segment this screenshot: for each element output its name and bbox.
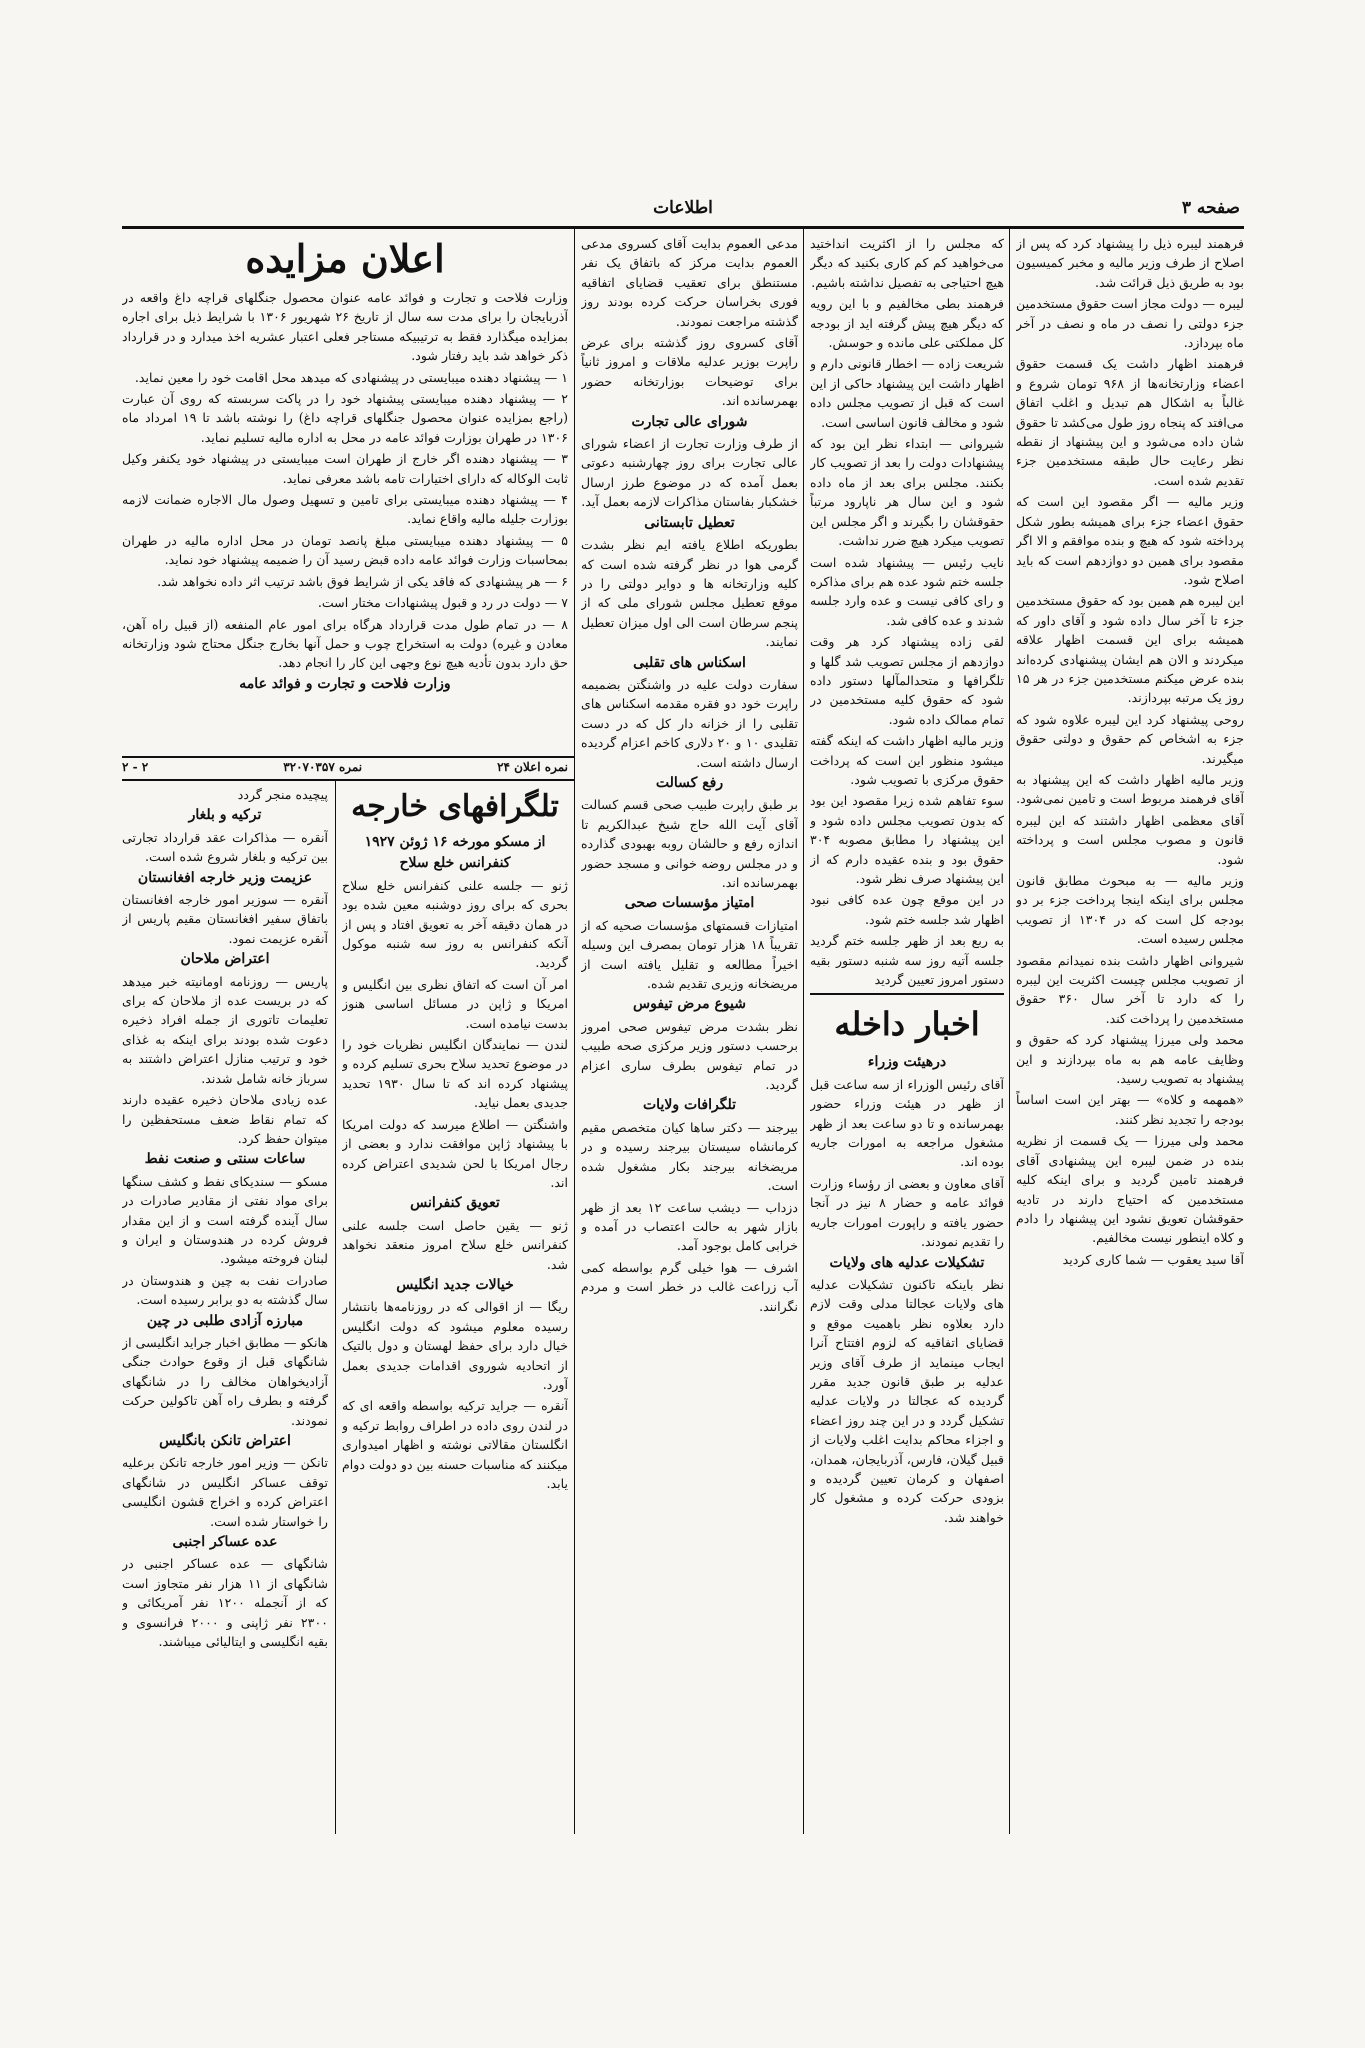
paragraph: وزیر مالیه — اگر مقصود این است که حقوق اعضاء جزء برای همیشه بطور شکل پرداخته شود که هیچ و بنده موافقم و الا اگر مقصود برای همین دو دوازدهم است که باید اصلاح شود. <box>1016 494 1244 587</box>
paragraph: امتیازات قسمتهای مؤسسات صحیه که از تقریباً ۱۸ هزار تومان بمصرف این وسیله اخیراً مطالعه و تقلیل یافته است از مریضخانه وزیری تقدیم شده. <box>581 917 798 992</box>
newspaper-name: اطلاعات <box>653 198 713 218</box>
paragraph: این لیبره هم همین بود که حقوق مستخدمین جزء تا آخر سال داده شود و آقای داور که همیشه برای این قسمت اظهار علاقه میکردند و الان هم ایشان پیشنهادی کرده‌اند بنده عرض میکنم مستخدمین جزء در هر ۱۵ روز یک مرتبه بپردازند. <box>1016 593 1244 706</box>
section-heading: مبارزه آزادی طلبی در چین <box>146 1312 304 1329</box>
section-heading: رفع کسالت <box>655 774 724 791</box>
section-heading: کنفرانس خلع سلاح <box>399 855 511 872</box>
paragraph: در این موقع چون عده کافی نبود اظهار شد جلسه ختم شود. <box>810 892 1004 927</box>
paragraph: «همهمه و کلاه» — بهتر این است اساساً بودجه را تجدید نظر کنند. <box>1016 1092 1244 1127</box>
notice-number-strip <box>122 760 568 774</box>
paragraph: بیرجند — دکتر ساها کیان متخصص مقیم کرمانشاه سیستان بیرجند رسیده و در مریضخانه بیرجند بکار مشغول شده است. <box>581 1119 798 1194</box>
paragraph: ژنو — یقین حاصل است جلسه علنی کنفرانس خلع سلاح امروز منعقد نخواهد شد. <box>342 1217 568 1272</box>
paragraph: مدعی العموم بدایت آقای کسروی مدعی العموم بدایت مرکز که باتفاق یک نفر مستنطق برای تعقیب قضایای اتفاقیه فوری بخراسان حرکت کرده بودند روز گذشته مراجعت نمودند. <box>581 236 798 329</box>
section-heading: تعویق کنفرانس <box>410 1195 500 1212</box>
paragraph: لیبره — دولت مجاز است حقوق مستخدمین جزء دولتی را نصف در ماه و نصف در آخر ماه بپردازد. <box>1016 296 1244 351</box>
section-heading: خیالات جدید انگلیس <box>396 1276 514 1293</box>
section-heading: ساعات سنتی و صنعت نفط <box>144 1151 306 1168</box>
issue-count: ۲ - ۲ <box>122 760 149 774</box>
paragraph: فرهمند اظهار داشت یک قسمت حقوق اعضاء وزارتخانه‌ها از ۹۶۸ تومان شروع و غالباً به اشکال هم تبدیل و اغلب اتفاق می‌افتد که پنجاه روز طول می‌کشد تا حقوق شان داده می‌شود و این پیشنهاد از نقطه نظر رعایت حال طبقه مستخدمین جزء تقدیم شده است. <box>1016 356 1244 488</box>
paragraph: امر آن است که اتفاق نظری بین انگلیس و امریکا و ژاپن در مسائل اساسی هنوز بدست نیامده است. <box>342 976 568 1031</box>
paragraph: وزارت فلاحت و تجارت و فوائد عامه عنوان محصول جنگلهای قراچه داغ واقعه در آذربایجان را برای مدت سه سال از تاریخ ۲۶ شهریور ۱۳۰۶ با شرایط ذیل برای اجاره بمزایده میگذارد فقط به ترتیبیکه مستاجر فعلی اعتبار عشریه اخذ میدارد و در قرارداد ذکر خواهد شد باید رفتار شود. <box>122 290 568 364</box>
paragraph: هانکو — مطابق اخبار جراید انگلیسی از شانگهای قبل از وقوع حوادث جنگی آزادیخواهان مخالف را در شانگهای گرفته و بطرف راه آهن تاکولین حرکت نمودند. <box>122 1334 328 1428</box>
paragraph: آقای رئیس الوزراء از سه ساعت قبل از ظهر در هیئت وزراء حضور بهمرسانده و تا دو ساعت بعد از ظهر مشغول مراجعه به امورات جاریه بوده اند. <box>810 1076 1004 1170</box>
header-rule <box>122 226 1244 229</box>
section-heading: اسکناس های تقلبی <box>633 654 746 671</box>
section-heading: تلگرافات ولایات <box>643 1097 736 1114</box>
paragraph: وزیر مالیه اظهار داشت که این پیشنهاد به آقای فرهمند مربوط است و تامین نمی‌شود. <box>1016 771 1244 807</box>
paragraph: صادرات نفت به چین و هندوستان در سال گذشته به دو برابر رسیده است. <box>122 1272 328 1308</box>
paragraph: شریعت زاده — اخطار قانونی دارم و اظهار داشت این پیشنهاد حاکی از این است که قبل از تصویب مجلس داده شود و مخالف قانون اساسی است. <box>810 356 1004 430</box>
paragraph: فرهمند بطی مخالفیم و با این رویه که دیگر هیچ پیش گرفته اید از بودجه کل مملکتی علی مانده و حوسش. <box>810 296 1004 351</box>
section-heading: تعطیل تابستانی <box>644 514 735 531</box>
cabinet-subtitle: درهیئت وزراء <box>867 1054 947 1071</box>
column-4 <box>342 785 568 1834</box>
section-heading: عده عساکر اجنبی <box>172 1534 278 1551</box>
reference-number: نمره ۳۲۰۷۰۳۵۷ <box>283 760 363 774</box>
paragraph: نظر بشدت مرض تیفوس صحی امروز برحسب دستور وزیر مرکزی صحه طبیب در تمام تیفوس بطرف ساری اعزام گردید. <box>581 1018 798 1093</box>
paragraph: بر طبق راپرت طبیب صحی قسم کسالت آقای آیت الله حاج شیخ عبدالکریم تا اندازه رفع و حالشان روبه بهبودی گذارده و در مجلس روضه خوانی و مسجد حضور بهمرسانده اند. <box>581 797 798 890</box>
page-number: صفحه ۳ <box>1181 198 1240 218</box>
paragraph: روحی پیشنهاد کرد این لیبره علاوه شود که جزء به اشخاص کم حقوق و دولتی حقوق میگیرند. <box>1016 711 1244 766</box>
paragraph: ۵ — پیشنهاد دهنده میبایستی مبلغ پانصد تومان در محل اداره مالیه در طهران بمحاسبات وزارت فوائد عامه داده قبض رسید آن را ضمیمه پیشنهاد خود نماید. <box>122 532 568 568</box>
paragraph: شانگهای — عده عساکر اجنبی در شانگهای از ۱۱ هزار نفر متجاوز است که از آنجمله ۱۲۰۰ نفر آمریکائی و ۲۳۰۰ نفر ژاپنی و ۲۰۰۰ فرانسوی و بقیه انگلیسی و ایتالیائی میباشند. <box>122 1556 328 1650</box>
paragraph: بطوریکه اطلاع یافته ایم نظر بشدت گرمی هوا در نظر گرفته شده است که کلیه وزارتخانه ها و دوایر دولتی را در موقع تعطیل مجلس شورای ملی که از پنجم سرطان است الی اول میزان تعطیل نمایند. <box>581 537 798 650</box>
section-heading: عزیمت وزیر خارجه افغانستان <box>137 869 313 886</box>
paragraph: آقای معاون و بعضی از رؤساء وزارت فوائد عامه و حضار ۸ نیز در آنجا حضور یافته و راپورت امورات جاریه را تقدیم نمودند. <box>810 1175 1004 1250</box>
notice-rule <box>122 756 574 758</box>
column-2 <box>810 234 1004 1834</box>
paragraph: سفارت دولت علیه در واشنگتن بضمیمه راپرت خود دو فقره مقدمه اسکناس های تقلبی را از خزانه دار کل که در دست تقلیدی ۱۰ و ۲۰ دلاری کاخم اعزام گردیده ارسال داشته است. <box>581 676 798 770</box>
paragraph: آنقره — سوزیر امور خارجه افغانستان باتفاق سفیر افغانستان مقیم پاریس از آنقره عزیمت نمود. <box>122 892 328 946</box>
paragraph: شیروانی اظهار داشت بنده نمیدانم مقصود از تصویب مجلس چیست اکثریت این لیبره را که دارد تا آخر سال ۳۶۰ حقوق مستخدمین را پرداخت کند. <box>1016 952 1244 1026</box>
paragraph: پیچیده منجر گردد <box>237 787 328 802</box>
paragraph: پاریس — روزنامه اومانیته خبر میدهد که در بریست عده از ملاحان که برای تعلیمات تاتوری از جمله افراد ذخیره دعوت شده بودند برای اینکه به غذای خود و ترتیب منازل اعتراض داشتند به سرباز خانه شامل شدند. <box>122 973 328 1086</box>
paragraph: دزداب — دیشب ساعت ۱۲ بعد از ظهر بازار شهر به حالت اعتصاب در آمده و خرابی کامل بوجود آمد. <box>581 1199 798 1254</box>
paragraph: از طرف وزارت تجارت از اعضاء شورای عالی تجارت برای روز چهارشنبه دعوتی بعمل آمده که در موضوع طرز ارسال خشکبار بفاستان مذاکرات لازمه بعمل آید. <box>581 436 798 510</box>
telegram-title: تلگرافهای خارجه <box>351 789 559 824</box>
telegram-date: از مسکو مورخه ۱۶ ژوئن ۱۹۲۷ <box>364 834 546 850</box>
section-heading: شورای عالی تجارت <box>631 413 748 430</box>
paragraph: آقای معظمی اظهار داشتند که این لیبره قانون و مصوب مجلس است و پرداخته شود. <box>1016 812 1244 867</box>
paragraph: مسکو — سندیکای نفط و کشف سنگها برای مواد نفتی از مقادیر صادرات در سال آینده گرفته است و از این مقدار فروش کرده در هندوستان و ایران و لبنان فروخته میشود. <box>122 1173 328 1267</box>
paragraph: فرهمند لیبره ذیل را پیشنهاد کرد که پس از اصلاح از طرف وزیر مالیه و مخبر کمیسیون بود به طریق ذیل قرائت شد. <box>1016 236 1244 290</box>
paragraph: تانکن — وزیر امور خارجه تانکن برعلیه توقف عساکر انگلیس در شانگهای اعتراض کرده و اخراج قشون انگلیسی را خواستار شده است. <box>122 1455 328 1529</box>
paragraph: که مجلس را از اکثریت انداختید می‌خواهید کم کم کاری بکنید که دیگر هیچ احتیاجی به تفصیل نداشته باشیم. <box>810 236 1004 290</box>
section-heading: شیوع مرض تیفوس <box>633 996 746 1013</box>
paragraph: نایب رئیس — پیشنهاد شده است جلسه ختم شود عده هم برای مذاکره و رای کافی نیست و عده وارد جلسه شدند و عده کافی شد. <box>810 554 1004 628</box>
notice-title: اعلان مزایده <box>245 236 445 281</box>
paragraph: واشنگتن — اطلاع میرسد که دولت امریکا با پیشنهاد ژاپن موافقت ندارد و بعضی از رجال امریکا با لحن شدیدی اعتراض کرده اند. <box>342 1116 568 1190</box>
section-heading: ترکیه و بلغار <box>188 807 262 824</box>
auction-notice <box>122 234 568 754</box>
paragraph: ۶ — هر پیشنهادی که فاقد یکی از شرایط فوق باشد ترتیب اثر داده نخواهد شد. <box>157 573 568 589</box>
paragraph: محمد ولی میرزا پیشنهاد کرد که حقوق و وظایف عامه هم به ماه بپردازند و این پیشنهاد به تصویب رسید. <box>1016 1032 1244 1087</box>
column-5 <box>122 785 328 1834</box>
paragraph: نظر باینکه تاکنون تشکیلات عدلیه های ولایات عجالتا مدلی وقت لازم دارد بعلاوه نظر باهمیت موقع و قضایای اتفاقیه که لزوم افتتاح آنرا ایجاب مینماید از طرف آقای وزیر عدلیه بر طبق قانون جدید مقرر گردیده که عجالتا در ولایات عدلیه تشکیل گردد و در این چند روز اعضاء و اجزاء محاکم بدایت اغلب ولایات از قبیل گیلان، فارس، آذربایجان، همدان، اصفهان و کرمان تعیین گردیده و بزودی حرکت کرده و مشغول کار خواهند شد. <box>810 1276 1004 1525</box>
column-rule <box>803 229 804 1834</box>
paragraph: شیروانی — ابتداء نظر این بود که پیشنهادات دولت را بعد از تصویب کار بکنند. مجلس برای بعد از ماه داده شود و این سال هر ناپارود مرتباً حقوقشان را بگیرند و اگر مجلس این تصویب میکرد هیچ ضرر نداشت. <box>810 436 1004 549</box>
column-rule <box>574 229 575 1834</box>
page-header <box>122 196 1244 224</box>
column-rule <box>1009 229 1010 1834</box>
paragraph: عده زیادی ملاحان ذخیره عقیده دارند که تمام نقاط ضعف مستحفظین را میتوان حفظ کرد. <box>122 1092 328 1146</box>
column-1 <box>1016 234 1244 1834</box>
paragraph: محمد ولی میرزا — یک قسمت از نظریه بنده در ضمن لیبره این پیشنهادی آقای فرهمند تامین گردید و برای اینکه کلیه مستخدمین که احتیاج دارند در تادیه حقوقشان تعویق نشود این پیشنهاد را دادم و کلاه اینطور نیست مخالفیم. <box>1016 1133 1244 1246</box>
domestic-news-title: اخبار داخله <box>834 1005 980 1044</box>
paragraph: آقا سید یعقوب — شما کاری کردید <box>1062 1251 1244 1267</box>
divider <box>810 993 1004 995</box>
paragraph: لندن — نمایندگان انگلیس نظریات خود را در موضوع تحدید سلاح بحری تسلیم کرده و پیشنهاد کرده اند که تا سال ۱۹۳۰ تحدید جدیدی بعمل نیاید. <box>342 1037 568 1111</box>
paragraph: وزیر مالیه اظهار داشت که اینکه گفته میشود منظور این است که پرداخت حقوق مرکزی با تصویب شود. <box>810 733 1004 787</box>
paragraph: آنقره — مذاکرات عقد قرارداد تجارتی بین ترکیه و بلغار شروع شده است. <box>122 829 328 865</box>
notice-signature: وزارت فلاحت و تجارت و فوائد عامه <box>239 675 451 692</box>
paragraph: آقای کسروی روز گذشته برای عرض راپرت بوزیر عدلیه ملاقات و امروز ثانیاً برای توضیحات بوزارتخانه حضور بهمرسانده اند. <box>581 335 798 409</box>
paragraph: وزیر مالیه — به مبحوث مطابق قانون مجلس برای اینکه اینجا پرداخت جزء بر دو بودجه کل است که در ۱۳۰۴ از تصویب مجلس رسیده است. <box>1016 873 1244 947</box>
paragraph: ۷ — دولت در رد و قبول پیشنهادات مختار است. <box>317 595 568 611</box>
section-heading: اعتراض ملاحان <box>180 951 270 968</box>
paragraph: ژنو — جلسه علنی کنفرانس خلع سلاح بحری که برای روز دوشنبه معین شده بود در همان دقیقه آخر به تعویق افتاد و پس از آنکه کنفرانس به روز سه شنبه موکول گردید. <box>342 877 568 971</box>
paragraph: ۲ — پیشنهاد دهنده میبایستی پیشنهاد خود را در پاکت سربسته که روی آن عبارت (راجع بمزایده عنوان محصول جنگلهای قراچه داغ) را نوشته باشد تا ۱۹ امرداد ماه ۱۳۰۶ در طهران بوزارت فوائد عامه در محل به اداره مالیه تسلیم نماید. <box>122 391 568 445</box>
notice-number: نمره اعلان ۲۴ <box>497 760 568 774</box>
paragraph: ۱ — پیشنهاد دهنده میبایستی در پیشنهادی که میدهد محل اقامت خود را معین نماید. <box>134 369 568 385</box>
paragraph: به ربع بعد از ظهر جلسه ختم گردید جلسه آتیه روز سه شنبه دستور بقیه دستور امروز تعیین گردید <box>810 933 1004 988</box>
section-heading: تشکیلات عدلیه های ولایات <box>829 1254 985 1271</box>
paragraph: ۴ — پیشنهاد دهنده میبایستی برای تامین و تسهیل وصول مال الاجاره ضمانت لازمه بوزارت جلیله مالیه واقاع نماید. <box>122 492 568 527</box>
column-rule <box>335 780 336 1834</box>
paragraph: آنقره — جراید ترکیه بواسطه واقعه ای که در لندن روی داده در اطراف روابط ترکیه و انگلستان مقالاتی نوشته و اظهار امیدواری میکنند که مناسبات حسنه بین دو دولت دوام یابد. <box>342 1398 568 1491</box>
strip-rule <box>122 779 574 781</box>
paragraph: ۳ — پیشنهاد دهنده اگر خارج از طهران است میبایستی در پیشنهاد خود یکنفر وکیل ثابت الوکاله که دارای اختیارات تامه باشد معرفی نماید. <box>122 451 568 486</box>
paragraph: ریگا — از اقوالی که در روزنامه‌ها بانتشار رسیده معلوم میشود که دولت انگلیس خیال دارد برای حفظ لهستان و دول بالتیک از اتحادیه شوروی اقدامات جدیدی بعمل آورد. <box>342 1299 568 1392</box>
paragraph: ۸ — در تمام طول مدت قرارداد هرگاه برای امور عام المنفعه (از قبیل راه آهن، معادن و غیره) دولت به استخراج چوب و حمل آنها بخارج جنگل محتاج شود وزارتخانه حق دارد بدون تأدیه هیچ نوع وجهی این کار را انجام دهد. <box>122 616 568 671</box>
section-heading: اعتراض تانکن بانگلیس <box>159 1433 291 1449</box>
paragraph: لقی زاده پیشنهاد کرد هر وقت دوازدهم از مجلس تصویب شد گلها و تلگرافها و متحدالمآلها دستور داده شود که حقوق کلیه مستخدمین در تمام ممالک داده شود. <box>810 634 1004 727</box>
paragraph: سوء تفاهم شده زیرا مقصود این بود که بدون تصویب مجلس داده شود و این پیشنهاد را مطابق مصوبه ۳۰۴ حقوق بود و بنده عقیده دارم که از این پیشنهاد صرف نظر شود. <box>810 793 1004 886</box>
column-3 <box>581 234 798 1834</box>
paragraph: اشرف — هوا خیلی گرم بواسطه کمی آب زراعت غالب در خطر است و مردم نگرانند. <box>581 1259 798 1314</box>
section-heading: امتیاز مؤسسات صحی <box>624 895 755 912</box>
